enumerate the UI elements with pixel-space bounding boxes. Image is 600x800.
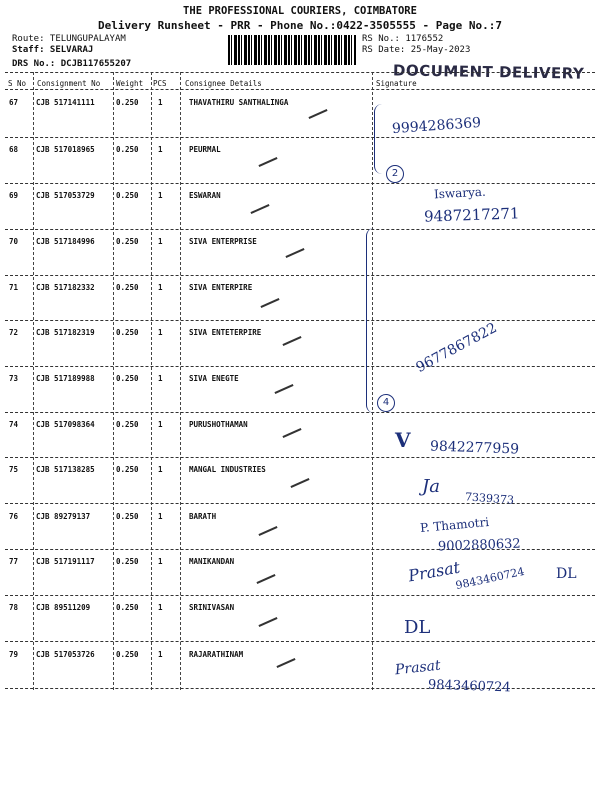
row-rule xyxy=(5,275,595,276)
row-weight: 0.250 xyxy=(116,650,139,659)
row-weight: 0.250 xyxy=(116,557,139,566)
company-title: THE PROFESSIONAL COURIERS, COIMBATORE xyxy=(183,5,417,17)
handwritten-phone: 9842277959 xyxy=(429,438,520,458)
row-consignee: BARATH xyxy=(189,512,217,521)
handwritten-signature-mark: Prasat xyxy=(394,657,442,679)
row-pcs: 1 xyxy=(158,145,163,154)
barcode-image xyxy=(228,35,356,65)
row-consignment: CJB 517098364 xyxy=(36,420,95,429)
row-consignment: CJB 517184996 xyxy=(36,237,95,246)
row-weight: 0.250 xyxy=(116,374,139,383)
row-weight: 0.250 xyxy=(116,283,139,292)
row-consignment: CJB 517189988 xyxy=(36,374,95,383)
row-weight: 0.250 xyxy=(116,328,139,337)
row-sno: 75 xyxy=(9,465,19,474)
circled-number: 2 xyxy=(386,165,404,183)
handwritten-signature-mark: DL xyxy=(556,566,577,582)
row-pcs: 1 xyxy=(158,191,163,200)
row-rule xyxy=(5,641,595,642)
row-pcs: 1 xyxy=(158,650,163,659)
row-weight: 0.250 xyxy=(116,98,139,107)
row-pcs: 1 xyxy=(158,465,163,474)
row-consignment: CJB 517191117 xyxy=(36,557,95,566)
row-pcs: 1 xyxy=(158,283,163,292)
runsheet-subtitle: Delivery Runsheet - PRR - Phone No.:0422-3505555 - Page No.:7 xyxy=(98,19,502,32)
row-sno: 69 xyxy=(9,191,19,200)
row-pcs: 1 xyxy=(158,98,163,107)
row-consignment: CJB 89279137 xyxy=(36,512,91,521)
handwritten-signature-mark: V xyxy=(395,428,411,452)
column-divider xyxy=(33,72,34,690)
tick-mark xyxy=(250,204,269,214)
row-pcs: 1 xyxy=(158,603,163,612)
column-divider xyxy=(180,72,181,690)
tick-mark xyxy=(308,109,327,119)
rs-number: RS No.: 1176552 xyxy=(362,34,444,44)
row-pcs: 1 xyxy=(158,557,163,566)
row-sno: 74 xyxy=(9,420,19,429)
row-rule xyxy=(5,183,595,184)
tick-mark xyxy=(285,248,304,258)
table-top-rule xyxy=(5,72,595,73)
row-consignment: CJB 517018965 xyxy=(36,145,95,154)
column-divider xyxy=(113,72,114,690)
row-sno: 72 xyxy=(9,328,19,337)
row-sno: 68 xyxy=(9,145,19,154)
row-pcs: 1 xyxy=(158,420,163,429)
row-pcs: 1 xyxy=(158,328,163,337)
row-consignment: CJB 517138285 xyxy=(36,465,95,474)
row-consignment: CJB 517053726 xyxy=(36,650,95,659)
row-weight: 0.250 xyxy=(116,237,139,246)
tick-mark xyxy=(258,157,277,167)
tick-mark xyxy=(282,428,301,438)
row-rule xyxy=(5,320,595,321)
row-consignee: ESWARAN xyxy=(189,191,221,200)
tick-mark xyxy=(260,298,279,308)
col-header-sno: S No xyxy=(8,79,27,88)
row-consignee: RAJARATHINAM xyxy=(189,650,244,659)
handwritten-phone: 9843460724 xyxy=(454,564,526,593)
handwritten-phone: 9002880632 xyxy=(437,536,521,555)
row-consignment: CJB 517141111 xyxy=(36,98,95,107)
row-pcs: 1 xyxy=(158,374,163,383)
row-consignee: PURUSHOTHAMAN xyxy=(189,420,248,429)
col-header-signature: Signature xyxy=(376,79,417,88)
tick-mark xyxy=(256,574,275,584)
row-consignee: MANGAL INDUSTRIES xyxy=(189,465,266,474)
row-rule xyxy=(5,595,595,596)
handwritten-bracket xyxy=(366,228,379,413)
row-weight: 0.250 xyxy=(116,603,139,612)
row-sno: 70 xyxy=(9,237,19,246)
handwritten-signature-mark: Ja xyxy=(422,476,440,497)
column-divider xyxy=(151,72,152,690)
row-sno: 79 xyxy=(9,650,19,659)
drs-number: DRS No.: DCJB117655207 xyxy=(12,59,132,69)
table-header-rule xyxy=(5,89,595,90)
tick-mark xyxy=(258,526,277,536)
rs-date: RS Date: 25-May-2023 xyxy=(362,45,471,55)
col-header-weight: Weight xyxy=(116,79,144,88)
row-consignee: PEURMAL xyxy=(189,145,221,154)
handwritten-signature-mark: Prasat xyxy=(406,557,462,586)
tick-mark xyxy=(290,478,309,488)
handwritten-name: Iswarya. xyxy=(433,184,487,202)
handwritten-phone: 9843460724 xyxy=(427,677,511,696)
row-sno: 77 xyxy=(9,557,19,566)
staff-label: Staff: SELVARAJ xyxy=(12,45,94,55)
handwritten-phone: 9677867822 xyxy=(413,320,500,376)
row-consignee: SIVA ENTETERPIRE xyxy=(189,328,262,337)
handwritten-bracket xyxy=(374,104,385,174)
route-label: Route: TELUNGUPALAYAM xyxy=(12,34,126,44)
row-consignee: SIVA ENTERPRISE xyxy=(189,237,257,246)
tick-mark xyxy=(282,336,301,346)
row-consignee: SIVA ENTERPIRE xyxy=(189,283,253,292)
handwritten-signature-mark: DL xyxy=(404,617,431,638)
handwritten-phone: 9994286369 xyxy=(391,114,482,138)
row-consignee: SIVA ENEGTE xyxy=(189,374,239,383)
tick-mark xyxy=(258,617,277,627)
tick-mark xyxy=(276,658,295,668)
row-rule xyxy=(5,366,595,367)
row-consignment: CJB 517053729 xyxy=(36,191,95,200)
row-sno: 67 xyxy=(9,98,19,107)
row-weight: 0.250 xyxy=(116,465,139,474)
circled-number: 4 xyxy=(377,394,395,412)
col-header-consignment: Consignment No xyxy=(37,79,101,88)
row-consignment: CJB 517182319 xyxy=(36,328,95,337)
row-consignee: SRINIVASAN xyxy=(189,603,235,612)
row-weight: 0.250 xyxy=(116,420,139,429)
row-consignment: CJB 89511209 xyxy=(36,603,91,612)
col-header-pcs: PCS xyxy=(153,79,167,88)
row-weight: 0.250 xyxy=(116,145,139,154)
row-sno: 73 xyxy=(9,374,19,383)
row-sno: 78 xyxy=(9,603,19,612)
row-pcs: 1 xyxy=(158,512,163,521)
handwritten-phone: 7339373 xyxy=(464,490,515,507)
row-sno: 76 xyxy=(9,512,19,521)
document-delivery-stamp: DOCUMENT DELIVERY xyxy=(392,61,585,83)
handwritten-name: P. Thamotri xyxy=(419,515,490,535)
row-consignee: THAVATHIRU SANTHALINGA xyxy=(189,98,289,107)
row-rule xyxy=(5,412,595,413)
col-header-consignee: Consignee Details xyxy=(185,79,262,88)
row-sno: 71 xyxy=(9,283,19,292)
row-consignee: MANIKANDAN xyxy=(189,557,235,566)
row-rule xyxy=(5,229,595,230)
tick-mark xyxy=(274,384,293,394)
row-weight: 0.250 xyxy=(116,512,139,521)
row-rule xyxy=(5,137,595,138)
handwritten-phone: 9487217271 xyxy=(423,204,520,226)
row-consignment: CJB 517182332 xyxy=(36,283,95,292)
row-pcs: 1 xyxy=(158,237,163,246)
row-weight: 0.250 xyxy=(116,191,139,200)
